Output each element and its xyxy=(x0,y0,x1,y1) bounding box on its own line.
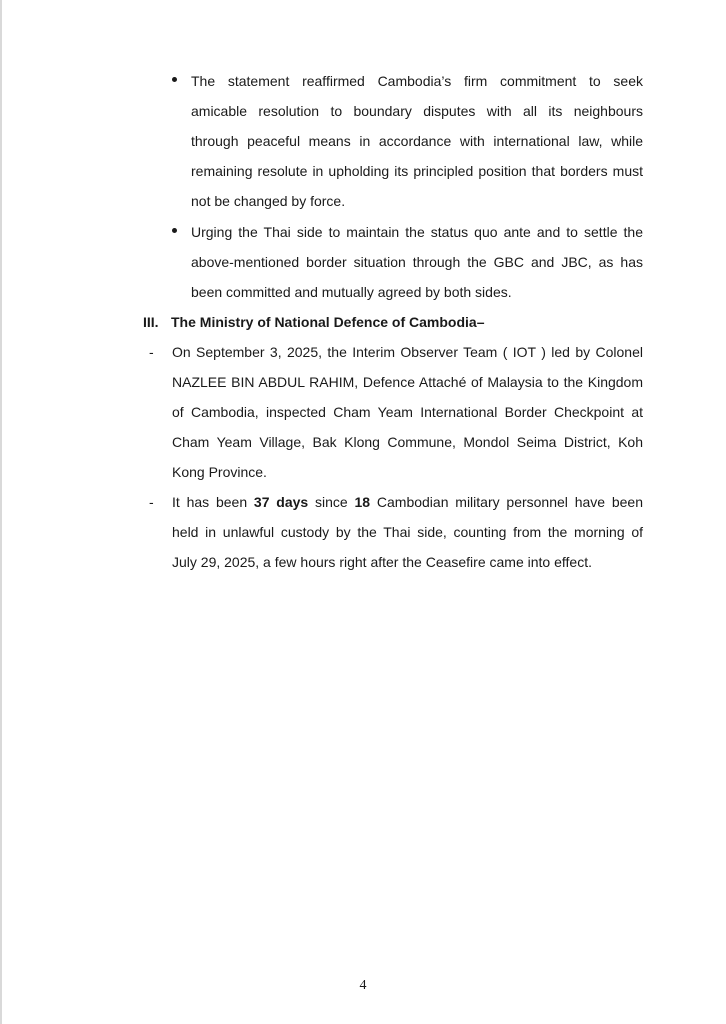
days-count: 37 days xyxy=(253,494,309,510)
bullet-marker xyxy=(172,228,177,233)
page-number: 4 xyxy=(359,978,367,993)
bullet-marker xyxy=(172,77,177,82)
paragraph-line: July 29, 2025, a few hours right after the Ceasefire came into effect. xyxy=(172,554,592,570)
paragraph-line: of Cambodia, inspected Cham Yeam International Border Checkpoint at xyxy=(172,404,643,420)
section-number: III. xyxy=(143,314,159,330)
section-heading xyxy=(143,307,485,337)
dash-marker: - xyxy=(149,344,154,360)
paragraph-line: through peaceful means in accordance with international law, while xyxy=(191,133,643,149)
dash-paragraph xyxy=(172,337,643,487)
paragraph-line: The statement reaffirmed Cambodia’s firm commitment to seek xyxy=(191,73,643,89)
paragraph-line: above-mentioned border situation through the GBC and JBC, as has xyxy=(191,254,643,270)
paragraph-line: Urging the Thai side to maintain the status quo ante and to settle the xyxy=(191,224,643,240)
paragraph-line: On September 3, 2025, the Interim Observer Team ( IOT ) led by Colonel xyxy=(172,344,643,360)
bullet-paragraph xyxy=(191,66,643,216)
text-run: Cambodian military personnel have been xyxy=(370,494,644,510)
paragraph-line: not be changed by force. xyxy=(191,193,346,209)
paragraph-line xyxy=(172,487,643,517)
page-edge-rule xyxy=(0,0,2,1024)
paragraph-line: Kong Province. xyxy=(172,464,267,480)
paragraph-line: Cham Yeam Village, Bak Klong Commune, Mondol Seima District, Koh xyxy=(172,434,643,450)
section-title: The Ministry of National Defence of Cambodia– xyxy=(171,314,485,330)
paragraph-line: amicable resolution to boundary disputes with all its neighbours xyxy=(191,103,643,119)
bullet-paragraph xyxy=(191,217,643,307)
paragraph-line: NAZLEE BIN ABDUL RAHIM, Defence Attaché of Malaysia to the Kingdom xyxy=(172,374,643,390)
dash-paragraph xyxy=(172,487,643,577)
text-run: since xyxy=(308,494,355,510)
dash-marker: - xyxy=(149,494,154,510)
text-run: It has been xyxy=(172,494,254,510)
paragraph-line: held in unlawful custody by the Thai side, counting from the morning of xyxy=(172,524,643,540)
personnel-count: 18 xyxy=(354,494,371,510)
paragraph-line: remaining resolute in upholding its principled position that borders must xyxy=(191,163,643,179)
paragraph-line: been committed and mutually agreed by both sides. xyxy=(191,284,512,300)
